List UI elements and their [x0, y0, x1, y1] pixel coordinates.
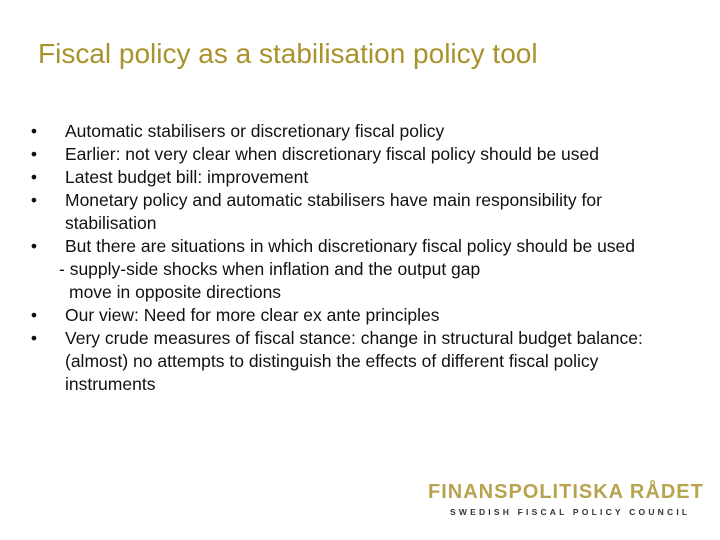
bullet-text: Automatic stabilisers or discretionary fiscal policy: [65, 121, 445, 141]
bullet-item: [27, 304, 677, 327]
bullet-item: [27, 120, 677, 143]
sub-item: [27, 258, 677, 281]
bullet-text: But there are situations in which discretionary fiscal policy should be used: [65, 236, 636, 256]
sub-item: [27, 281, 677, 304]
bullet-text: Our view: Need for more clear ex ante principles: [65, 305, 440, 325]
bullet-marker: •: [30, 167, 38, 187]
bullet-item: [27, 166, 677, 189]
bullet-marker: •: [30, 190, 38, 210]
sub-item-line: move in opposite directions: [69, 282, 282, 302]
bullet-text: Very crude measures of fiscal stance: change in structural budget balance: (almost) no attempts to distinguish the effects of different fiscal policy instruments: [65, 328, 643, 394]
bullet-marker: •: [30, 144, 38, 164]
bullet-item: [27, 189, 677, 235]
logo-name: FINANSPOLITISKA RÅDET: [428, 481, 704, 503]
bullet-marker: •: [30, 328, 38, 348]
bullet-marker: •: [30, 305, 38, 325]
council-logo: [428, 481, 704, 517]
bullet-item: [27, 327, 677, 396]
slide-title: Fiscal policy as a stabilisation policy tool: [38, 38, 538, 69]
bullet-text: Monetary policy and automatic stabilisers have main responsibility for stabilisation: [65, 190, 602, 233]
bullet-marker: •: [30, 121, 38, 141]
bullet-marker: •: [30, 236, 38, 256]
bullet-text: Earlier: not very clear when discretionary fiscal policy should be used: [65, 144, 600, 164]
sub-item-line: - supply-side shocks when inflation and the output gap: [59, 259, 481, 279]
bullet-text: Latest budget bill: improvement: [65, 167, 309, 187]
logo-tagline: SWEDISH FISCAL POLICY COUNCIL: [450, 507, 691, 517]
bullet-item: [27, 143, 677, 166]
bullet-item: [27, 235, 677, 258]
bullet-list: [27, 120, 677, 396]
